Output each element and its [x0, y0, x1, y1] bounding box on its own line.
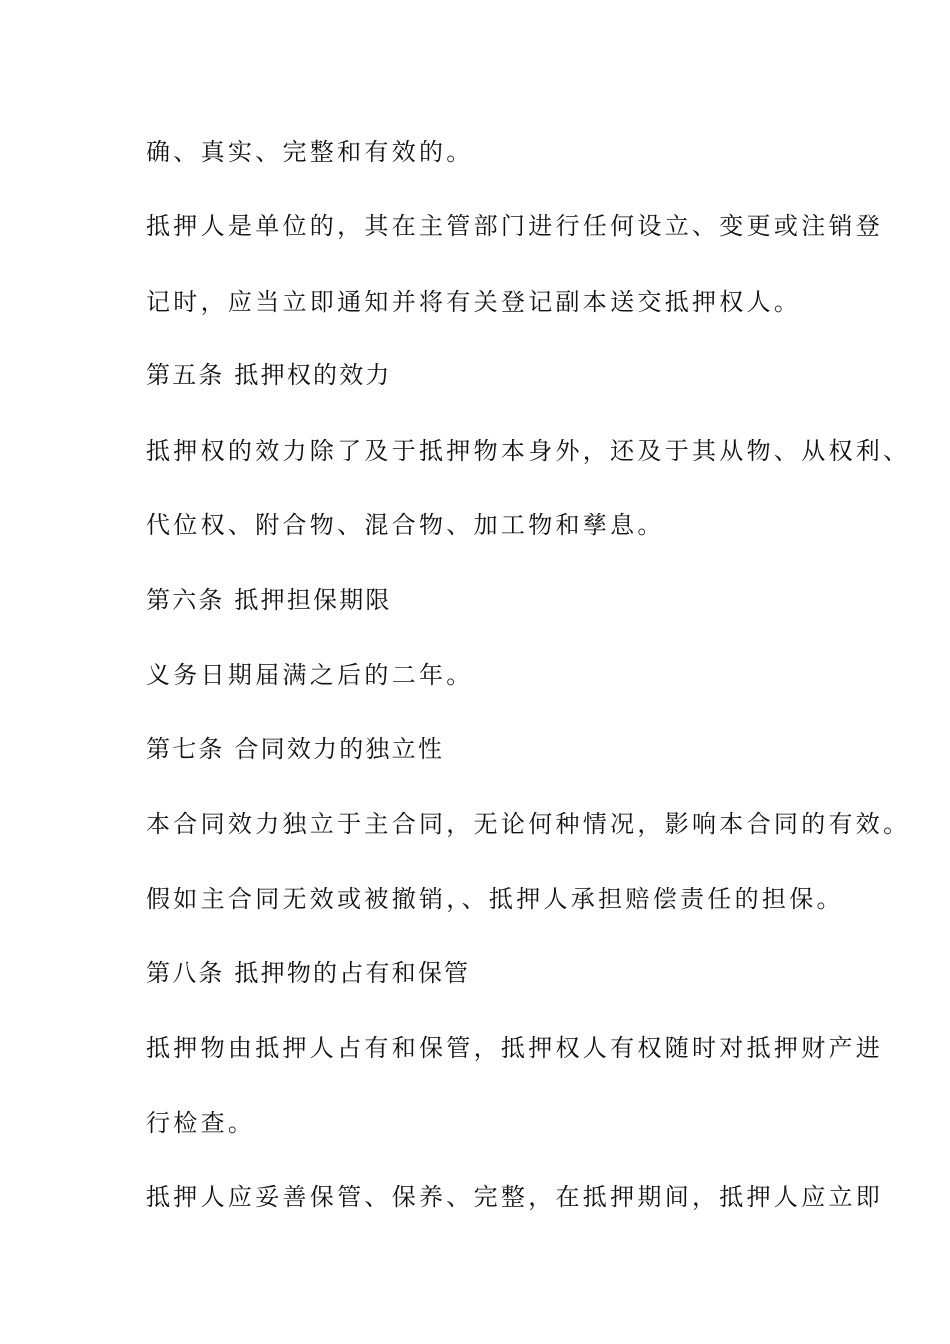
- section-heading-article-6: 第六条 抵押担保期限: [146, 586, 392, 614]
- paragraph-line: 抵押物由抵押人占有和保管，抵押权人有权随时对抵押财产进: [146, 1034, 884, 1062]
- section-heading-article-8: 第八条 抵押物的占有和保管: [146, 959, 471, 987]
- paragraph-line: 行检查。: [146, 1109, 256, 1137]
- paragraph-line: 假如主合同无效或被撤销，、抵押人承担赔偿责任的担保。: [146, 885, 844, 913]
- section-heading-article-5: 第五条 抵押权的效力: [146, 361, 392, 389]
- paragraph-line: 本合同效力独立于主合同，无论何种情况，影响本合同的有效。: [146, 810, 911, 838]
- paragraph-line: 义务日期届满之后的二年。: [146, 661, 474, 689]
- paragraph-line: 抵押权的效力除了及于抵押物本身外，还及于其从物、从权利、: [146, 437, 911, 465]
- paragraph-line: 抵押人应妥善保管、保养、完整，在抵押期间，抵押人应立即: [146, 1183, 884, 1211]
- section-heading-article-7: 第七条 合同效力的独立性: [146, 735, 445, 763]
- paragraph-line: 确、真实、完整和有效的。: [146, 138, 474, 166]
- paragraph-line: 代位权、附合物、混合物、加工物和孳息。: [146, 511, 665, 539]
- paragraph-line: 记时，应当立即通知并将有关登记副本送交抵押权人。: [146, 288, 802, 316]
- paragraph-line: 抵押人是单位的，其在主管部门进行任何设立、变更或注销登: [146, 212, 884, 240]
